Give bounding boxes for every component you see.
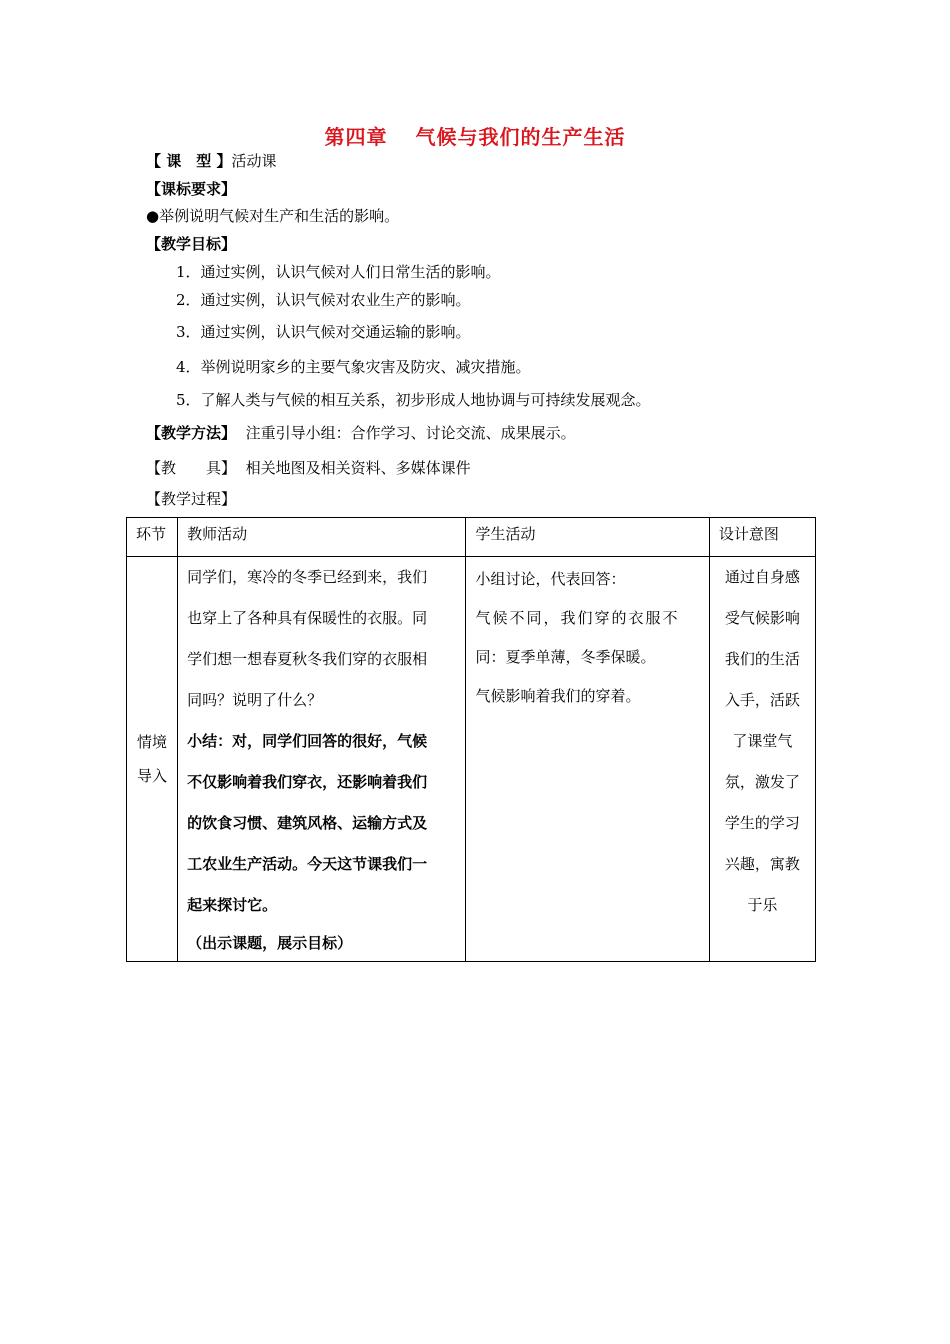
table-header-row: [127, 518, 816, 557]
intent-line: 通过自身感: [724, 568, 800, 586]
teacher-summary-line: （出示课题，展示目标）: [187, 934, 353, 952]
student-line: 同：夏季单薄，冬季保暖。: [475, 648, 656, 666]
tools-label: 【教 具】: [146, 459, 237, 477]
goal-item-1: 1．通过实例，认识气候对人们日常生活的影响。: [176, 263, 501, 281]
header-stage: 环节: [136, 525, 167, 543]
tools-line: [146, 458, 471, 478]
header-teacher: 教师活动: [187, 525, 248, 543]
header-student: 学生活动: [475, 525, 536, 543]
teacher-line: 也穿上了各种具有保暖性的衣服。同: [187, 609, 428, 627]
lesson-type-line: [146, 151, 276, 171]
intent-line: 受气候影响: [724, 609, 800, 627]
header-student-cell: [466, 518, 709, 557]
teacher-summary-line: 起来探讨它。: [187, 896, 278, 914]
method-label: 【教学方法】: [146, 424, 237, 442]
teacher-line: 同吗？说明了什么？: [187, 691, 323, 709]
lesson-type-value: 活动课: [231, 152, 277, 170]
goal-item-5: 5．了解人类与气候的相互关系，初步形成人地协调与可持续发展观念。: [176, 391, 651, 409]
stage-cell: [127, 557, 178, 962]
process-heading: 【教学过程】: [146, 490, 237, 508]
intent-line: 兴趣，寓教: [724, 855, 800, 873]
chapter-number: 第四章: [324, 125, 388, 149]
teacher-summary-line: 不仅影响着我们穿衣，还影响着我们: [187, 773, 428, 791]
header-intent-cell: [709, 518, 815, 557]
intent-line: 氛，激发了: [724, 773, 800, 791]
method-value: 注重引导小组：合作学习、讨论交流、成果展示。: [245, 424, 576, 442]
stage-line-1: 情境: [137, 733, 168, 751]
intent-line: 我们的生活: [724, 650, 800, 668]
lesson-type-label: 【 课 型 】: [146, 152, 232, 170]
tools-value: 相关地图及相关资料、多媒体课件: [245, 459, 471, 477]
chapter-title: 气候与我们的生产生活: [415, 125, 626, 149]
student-line: 气候不同，我们穿的衣服不: [475, 609, 680, 627]
intent-line: 于乐: [747, 896, 778, 914]
process-table: [126, 517, 816, 962]
teacher-line: 同学们，寒冷的冬季已经到来，我们: [187, 568, 428, 586]
student-activity-cell: [466, 557, 709, 962]
header-teacher-cell: [178, 518, 466, 557]
goal-item-2: 2．通过实例，认识气候对农业生产的影响。: [176, 291, 471, 309]
intent-line: 入手，活跃: [724, 691, 800, 709]
goals-heading: 【教学目标】: [146, 235, 237, 253]
header-intent: 设计意图: [718, 525, 779, 543]
teacher-summary-line: 工农业生产活动。今天这节课我们一: [187, 855, 428, 873]
design-intent-cell: [709, 557, 815, 962]
table-row: [127, 557, 816, 962]
goal-item-4: 4．举例说明家乡的主要气象灾害及防灾、减灾措施。: [176, 358, 531, 376]
method-line: [146, 423, 576, 443]
page-title: [0, 121, 950, 150]
intent-line: 了课堂气: [732, 732, 793, 750]
stage-line-2: 导入: [137, 767, 168, 785]
goal-item-3: 3．通过实例，认识气候对交通运输的影响。: [176, 323, 471, 341]
teacher-summary-line: 的饮食习惯、建筑风格、运输方式及: [187, 814, 428, 832]
header-stage-cell: [127, 518, 178, 557]
student-line: 小组讨论，代表回答：: [475, 570, 626, 588]
standard-heading: 【课标要求】: [146, 180, 237, 198]
teacher-summary-line: 小结：对，同学们回答的很好，气候: [187, 732, 428, 750]
teacher-line: 学们想一想春夏秋冬我们穿的衣服相: [187, 650, 428, 668]
intent-line: 学生的学习: [724, 814, 800, 832]
standard-item: ●举例说明气候对生产和生活的影响。: [146, 207, 400, 225]
teacher-activity-cell: [178, 557, 466, 962]
student-line: 气候影响着我们的穿着。: [475, 687, 641, 705]
